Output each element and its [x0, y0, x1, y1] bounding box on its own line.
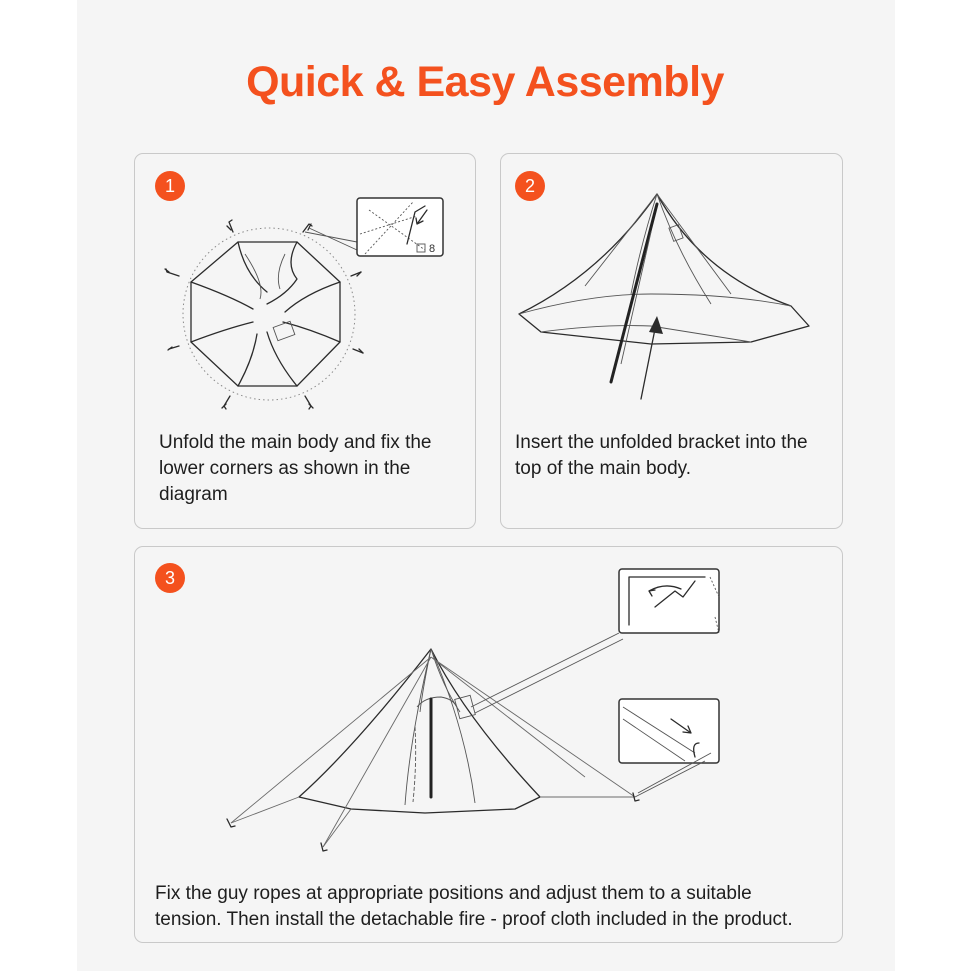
step-1-card — [134, 153, 476, 529]
step-1-text: Unfold the main body and fix the lower corners as shown in the diagram — [159, 432, 432, 505]
step-2-text: Insert the unfolded bracket into the top of the main body. — [515, 432, 808, 479]
step-3-badge: 3 — [155, 563, 185, 593]
step-3-text: Fix the guy ropes at appropriate positions and adjust them to a suitable tension. Then install the detachable fire - proof cloth included in the product. — [155, 883, 793, 930]
step-1-badge: 1 — [155, 171, 185, 201]
step-2-card — [500, 153, 843, 529]
page-title: Quick & Easy Assembly — [246, 58, 724, 106]
step-2-badge: 2 — [515, 171, 545, 201]
step-1-detail-label: 8 — [429, 243, 436, 255]
step-3-card — [134, 546, 843, 943]
